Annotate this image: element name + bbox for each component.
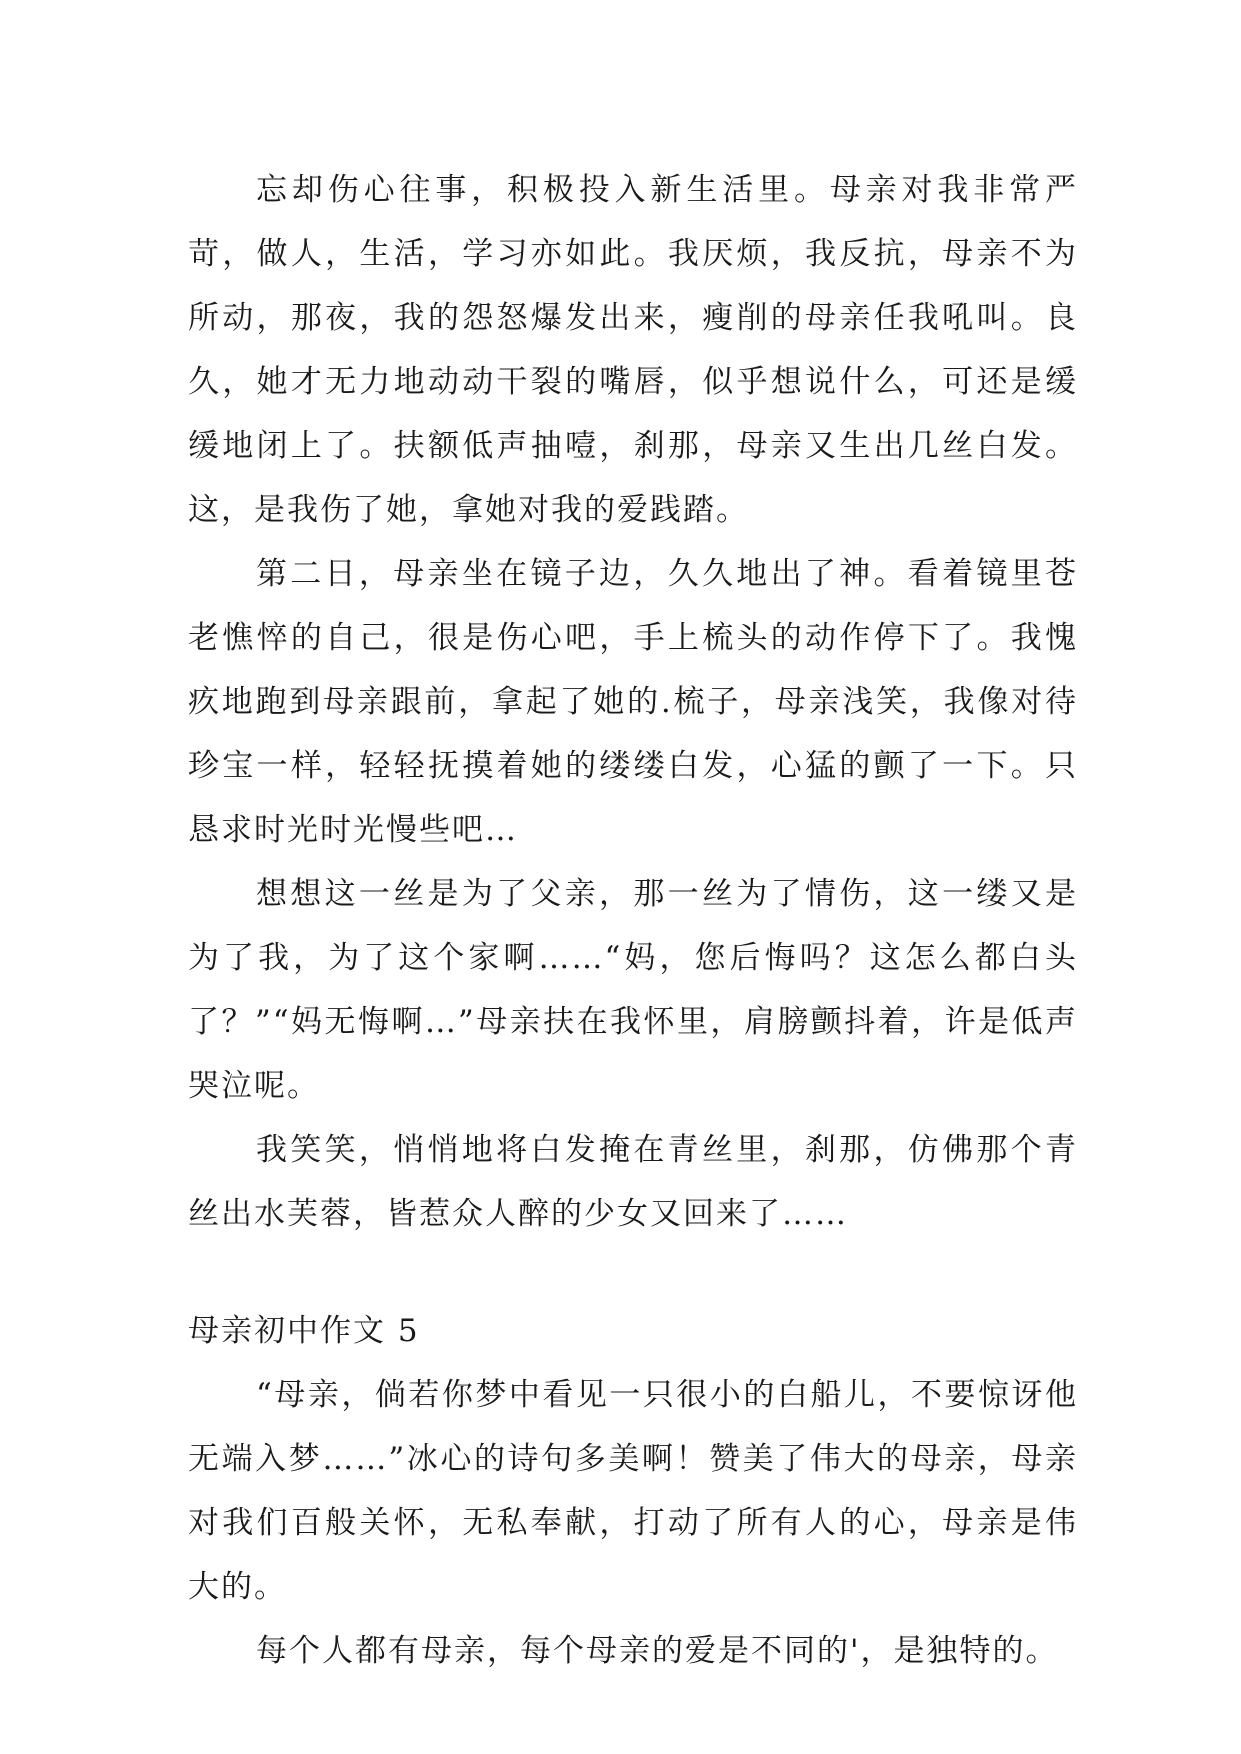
paragraph: “母亲，倘若你梦中看见一只很小的白船儿，不要惊讶他无端入梦……”冰心的诗句多美啊！赞美了伟大的母亲，母亲对我们百般关怀，无私奉献，打动了所有人的心，母亲是伟大的。 xyxy=(188,1377,1078,1605)
paragraph: 每个人都有母亲，每个母亲的爱是不同的'，是独特的。 xyxy=(256,1633,1059,1669)
paragraph: 第二日，母亲坐在镜子边，久久地出了神。看着镜里苍老憔悴的自己，很是伤心吧，手上梳头的动作停下了。我愧疚地跑到母亲跟前，拿起了她的.梳子，母亲浅笑，我像对待珍宝一样，轻轻抚摸着她的缕缕白发，心猛的颤了一下。只恳求时光时光慢些吧… xyxy=(188,556,1078,848)
document-body xyxy=(188,158,1078,1683)
section-title: 母亲初中作文 5 xyxy=(188,1313,420,1349)
paragraph: 忘却伤心往事，积极投入新生活里。母亲对我非常严苛，做人，生活，学习亦如此。我厌烦，我反抗，母亲不为所动，那夜，我的怨怒爆发出来，瘦削的母亲任我吼叫。良久，她才无力地动动干裂的嘴唇，似乎想说什么，可还是缓缓地闭上了。扶额低声抽噎，刹那，母亲又生出几丝白发。这，是我伤了她，拿她对我的爱践踏。 xyxy=(188,172,1078,528)
paragraph: 想想这一丝是为了父亲，那一丝为了情伤，这一缕又是为了我，为了这个家啊……“妈，您后悔吗？这怎么都白头了？”“妈无悔啊…”母亲扶在我怀里，肩膀颤抖着，许是低声哭泣呢。 xyxy=(188,876,1078,1104)
paragraph: 我笑笑，悄悄地将白发掩在青丝里，刹那，仿佛那个青丝出水芙蓉，皆惹众人醉的少女又回来了…… xyxy=(188,1132,1078,1232)
